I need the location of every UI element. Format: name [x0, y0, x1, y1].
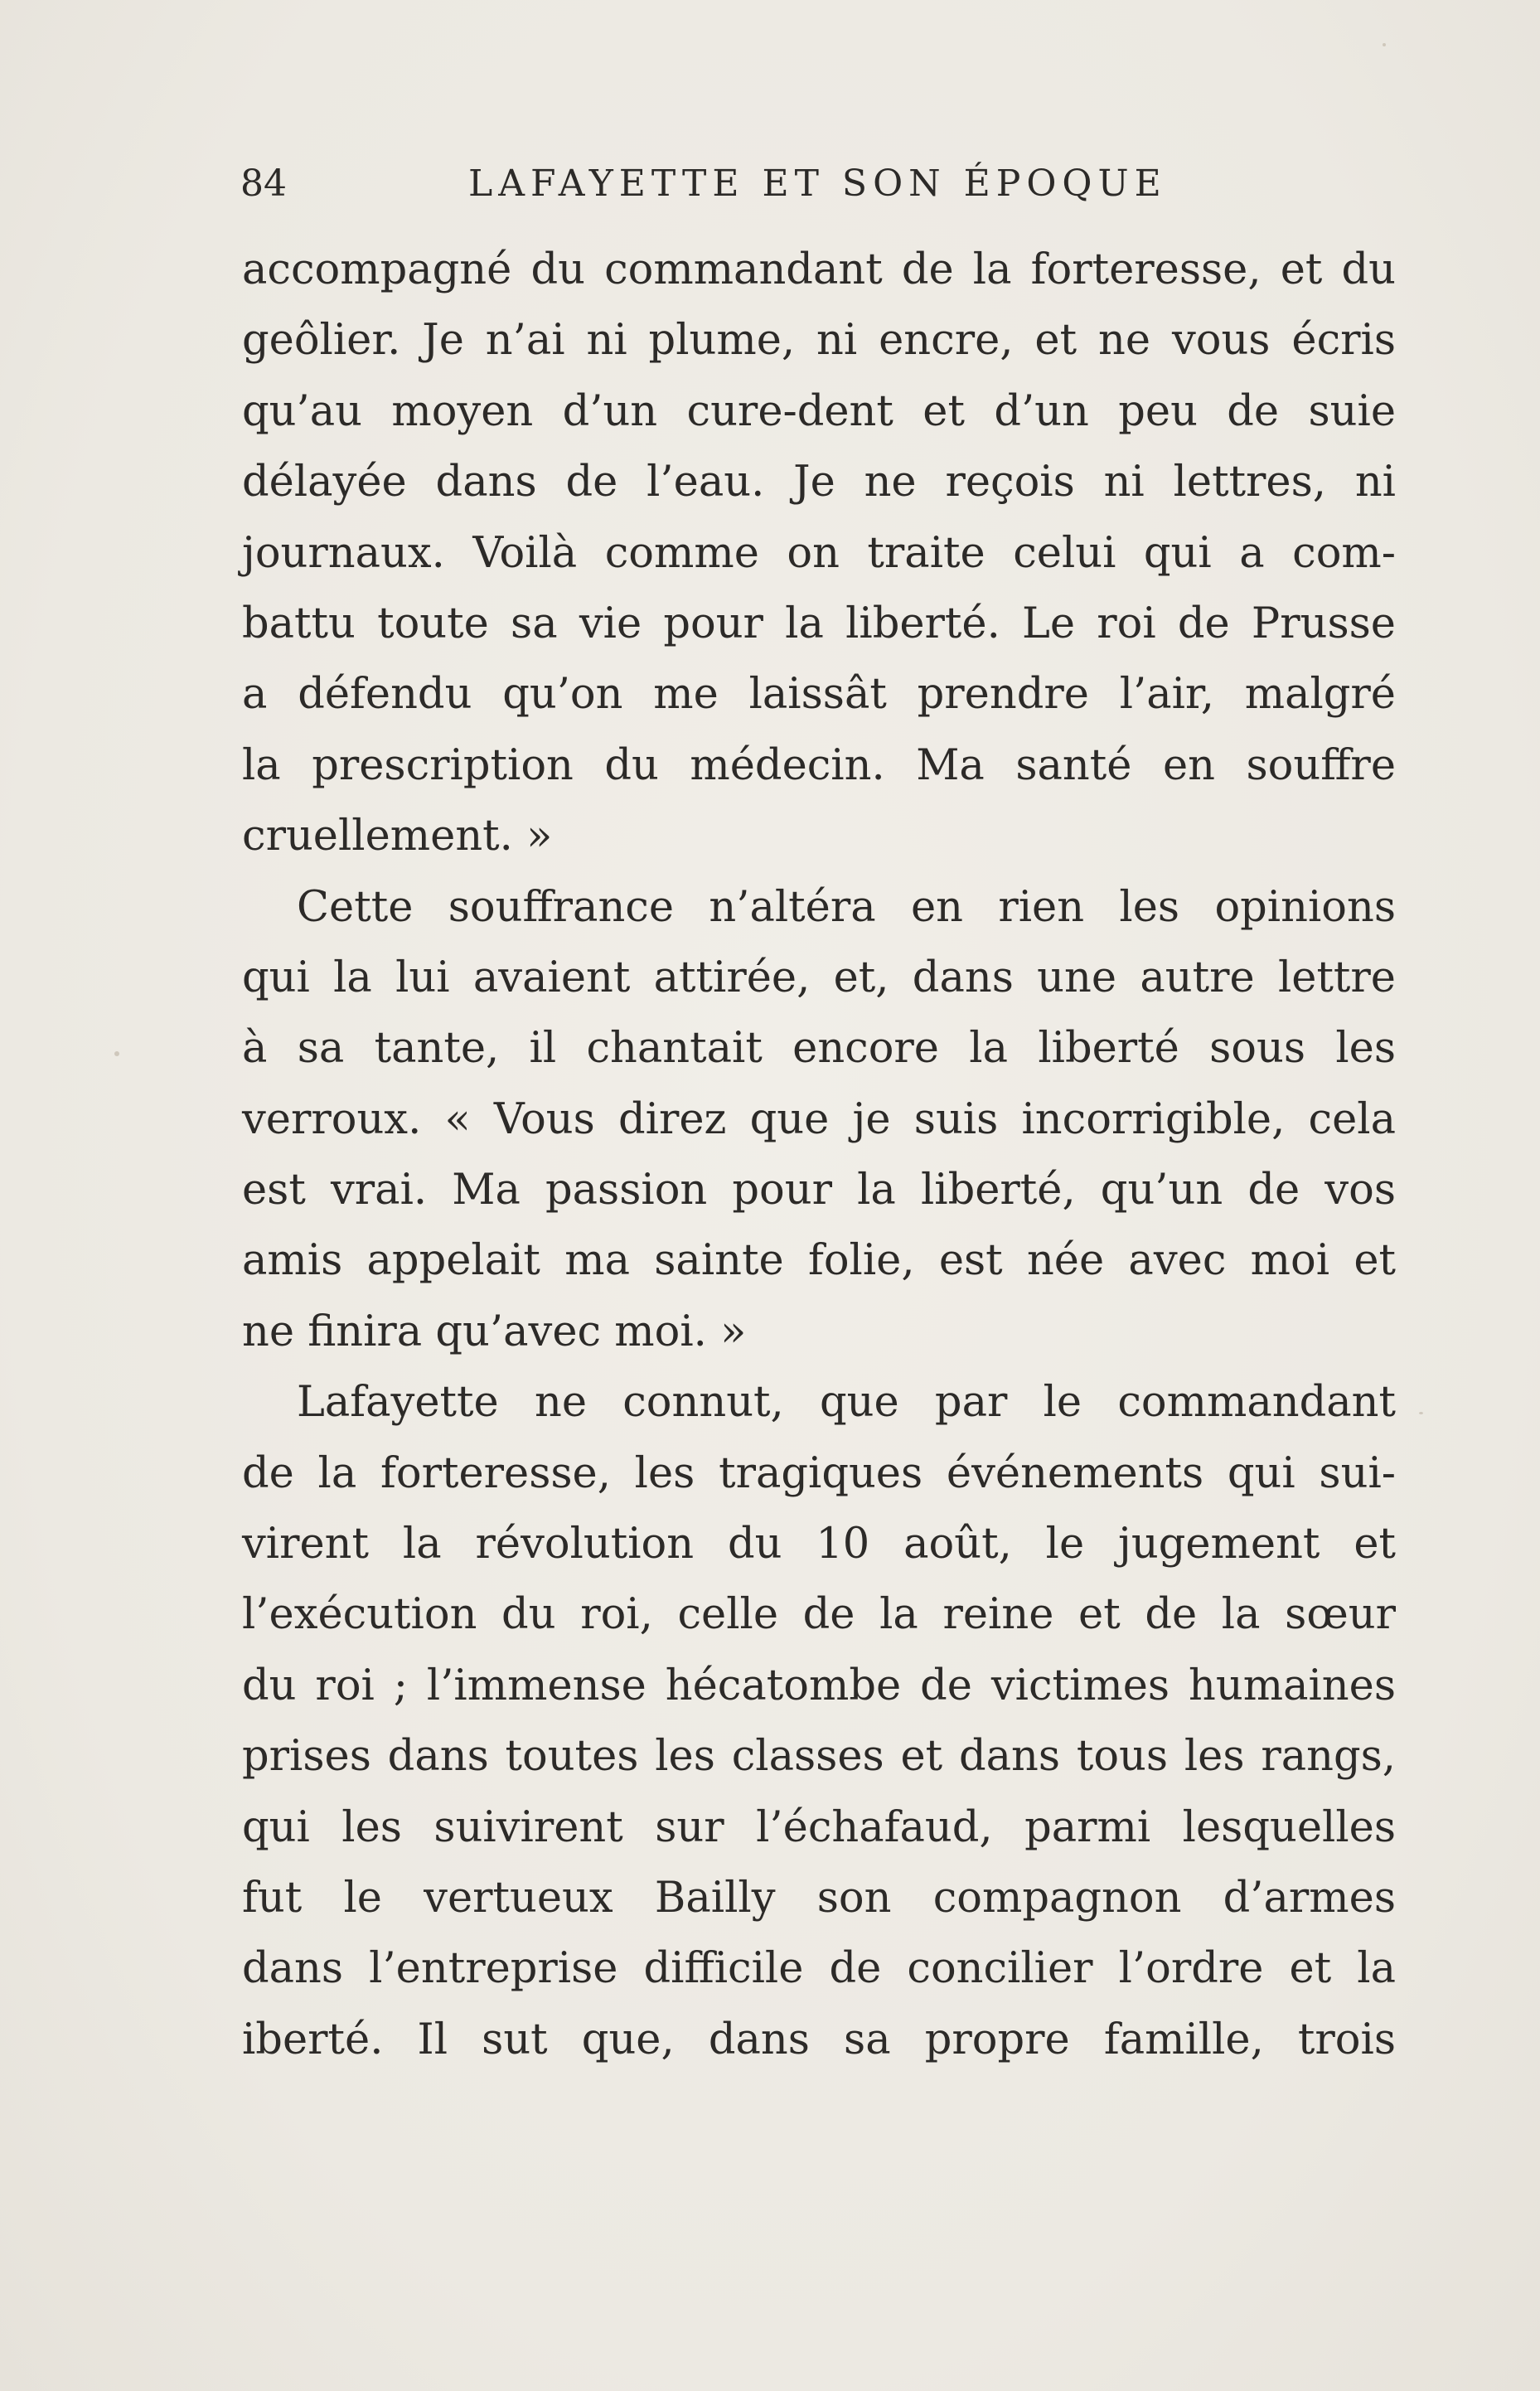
- paper-speck: [1419, 1412, 1423, 1414]
- text-line: qu’au moyen d’un cure-dent et d’un peu de suie: [242, 386, 1396, 436]
- text-line: du roi ; l’immense hécatombe de victimes humaines: [242, 1661, 1396, 1710]
- text-line: virent la révolution du 10 août, le jugement et: [242, 1520, 1396, 1569]
- text-line: a défendu qu’on me laissât prendre l’air, malgré: [242, 670, 1396, 720]
- page-header: [240, 162, 1409, 212]
- paragraph-start-line: Cette souffrance n’altéra en rien les opinions: [297, 882, 1396, 932]
- text-line: qui les suivirent sur l’échafaud, parmi lesquelles: [242, 1802, 1396, 1852]
- text-line: cruellement. »: [242, 812, 553, 861]
- text-line: iberté. Il sut que, dans sa propre famille, trois: [242, 2015, 1396, 2064]
- text-line: l’exécution du roi, celle de la reine et de la sœur: [242, 1590, 1396, 1640]
- page-number: 84: [240, 162, 287, 205]
- text-line: journaux. Voilà comme on traite celui qui a com-: [242, 528, 1396, 578]
- running-title: LAFAYETTE ET SON ÉPOQUE: [468, 162, 1167, 205]
- paper-speck: [1383, 43, 1386, 46]
- text-line: accompagné du commandant de la forteresse, et du: [242, 245, 1396, 294]
- text-line: dans l’entreprise difficile de concilier l’ordre et la: [242, 1944, 1396, 1994]
- text-line: de la forteresse, les tragiques événements qui sui-: [242, 1448, 1396, 1498]
- paragraph-start-line: Lafayette ne connut, que par le commandant: [297, 1378, 1396, 1428]
- text-line: à sa tante, il chantait encore la liberté sous les: [242, 1024, 1396, 1074]
- text-line: battu toute sa vie pour la liberté. Le roi de Prusse: [242, 599, 1396, 648]
- text-line: qui la lui avaient attirée, et, dans une autre lettre: [242, 953, 1396, 1002]
- body-text: [242, 235, 1396, 2075]
- text-line: geôlier. Je n’ai ni plume, ni encre, et ne vous écris: [242, 316, 1396, 366]
- text-line: verroux. « Vous direz que je suis incorrigible, cela: [242, 1094, 1396, 1144]
- text-line: prises dans toutes les classes et dans tous les rangs,: [242, 1732, 1396, 1782]
- text-line: délayée dans de l’eau. Je ne reçois ni lettres, ni: [242, 458, 1396, 507]
- text-line: la prescription du médecin. Ma santé en souffre: [242, 740, 1396, 790]
- text-line: fut le vertueux Bailly son compagnon d’armes: [242, 1873, 1396, 1923]
- text-line: est vrai. Ma passion pour la liberté, qu’un de vos: [242, 1166, 1396, 1215]
- text-line: ne finira qu’avec moi. »: [242, 1307, 747, 1356]
- paper-speck: [114, 1051, 119, 1056]
- text-line: amis appelait ma sainte folie, est née avec moi et: [242, 1236, 1396, 1286]
